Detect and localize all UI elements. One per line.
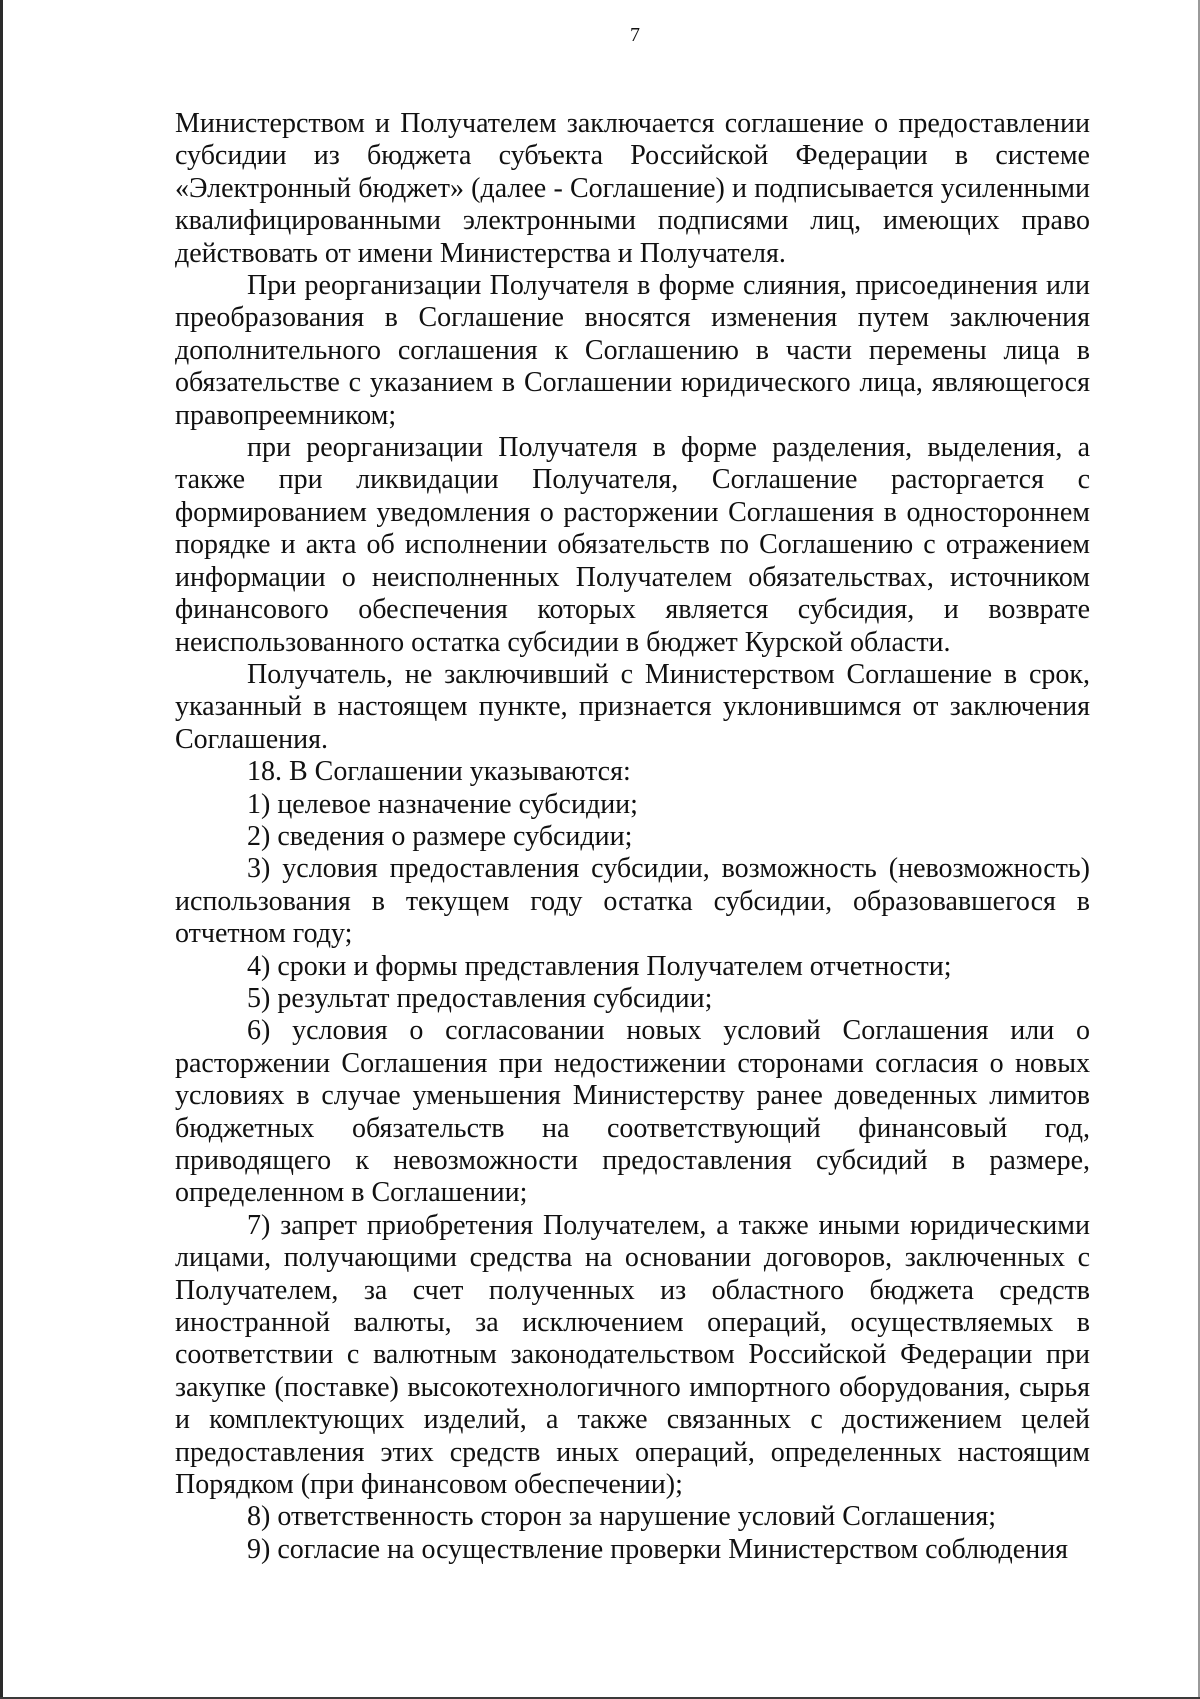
paragraph-reorganization-division: при реорганизации Получателя в форме разделения, выделения, а также при ликвидации Получателя, Соглашение расторгается с формированием уведомления о расторжении Соглашения в одностороннем порядке и акта об исполнении обязательств по Соглашению с отражением информации о неисполненных Получателем обязательствах, источником финансового обеспечения которых является субсидия, и возврате неиспользованного остатка субсидии в бюджет Курской области. <box>175 432 1090 658</box>
list-item-6: 6) условия о согласовании новых условий Соглашения или о расторжении Соглашения при недостижении сторонами согласия о новых условиях в случае уменьшения Министерству ранее доведенных лимитов бюджетных обязательств на соответствующий финансовый год, приводящего к невозможности предоставления субсидий в размере, определенном в Соглашении; <box>175 1015 1090 1209</box>
clause-18-heading: 18. В Соглашении указываются: <box>247 756 631 788</box>
list-item-8: 8) ответственность сторон за нарушение условий Соглашения; <box>247 1501 997 1533</box>
list-item-9: 9) согласие на осуществление проверки Министерством соблюдения <box>247 1533 1069 1565</box>
list-item-5: 5) результат предоставления субсидии; <box>247 982 713 1014</box>
paragraph-agreement-conclusion: Министерством и Получателем заключается соглашение о предоставлении субсидии из бюджета субъекта Российской Федерации в системе «Электронный бюджет» (далее - Соглашение) и подписывается усиленными квалифицированными электронными подписями лиц, имеющих право действовать от имени Министерства и Получателя. <box>175 108 1090 269</box>
paragraph-reorganization-merger: При реорганизации Получателя в форме слияния, присоединения или преобразования в Соглашение вносятся изменения путем заключения дополнительного соглашения к Соглашению в части перемены лица в обязательстве с указанием в Соглашении юридического лица, являющегося правопреемником; <box>175 270 1090 431</box>
list-item-2: 2) сведения о размере субсидии; <box>247 820 633 852</box>
list-item-3: 3) условия предоставления субсидии, возможность (невозможность) использования в текущем году остатка субсидии, образовавшегося в отчетном году; <box>175 853 1090 950</box>
paragraph-evasion: Получатель, не заключивший с Министерством Соглашение в срок, указанный в настоящем пункте, признается уклонившимся от заключения Соглашения. <box>175 658 1090 755</box>
list-item-1: 1) целевое назначение субсидии; <box>247 788 638 820</box>
document-body <box>175 108 1090 1566</box>
page-number: 7 <box>630 24 640 46</box>
scan-edge-left <box>0 0 3 1699</box>
list-item-4: 4) сроки и формы представления Получателем отчетности; <box>247 950 952 982</box>
list-item-7: 7) запрет приобретения Получателем, а также иными юридическими лицами, получающими средства на основании договоров, заключенных с Получателем, за счет полученных из областного бюджета средств иностранной валюты, за исключением операций, осуществляемых в соответствии с валютным законодательством Российской Федерации при закупке (поставке) высокотехнологичного импортного оборудования, сырья и комплектующих изделий, а также связанных с достижением целей предоставления этих средств иных операций, определенных настоящим Порядком (при финансовом обеспечении); <box>175 1209 1090 1501</box>
